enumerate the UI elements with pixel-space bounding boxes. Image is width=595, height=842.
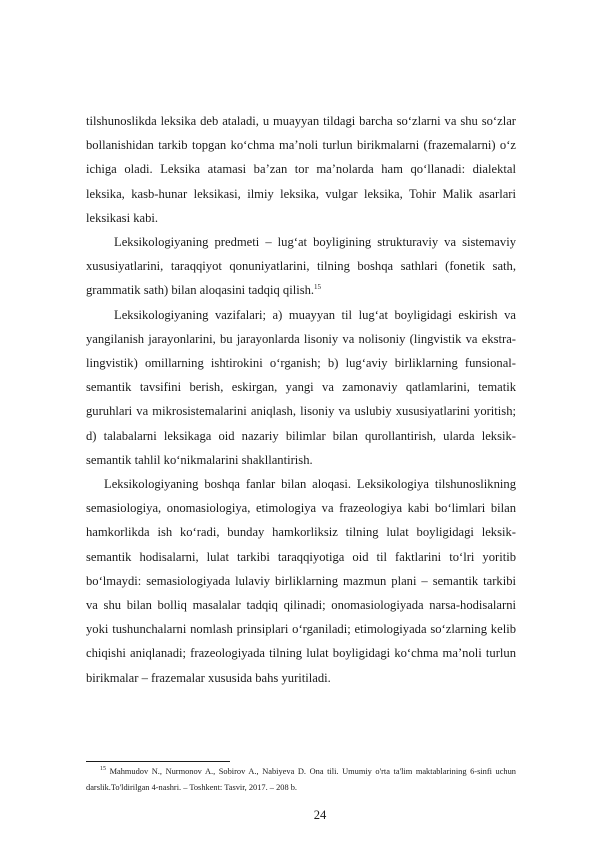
paragraph-tasks — [86, 303, 516, 472]
paragraph-intro — [86, 109, 516, 230]
paragraph-subject — [86, 230, 516, 303]
footnote-number: 15 — [100, 766, 106, 773]
paragraph-relations — [86, 472, 516, 690]
footnote-reference[interactable]: 15 — [314, 283, 322, 292]
page-number: 24 — [313, 808, 327, 822]
paragraph-intro-text: tilshunoslikda leksika deb ataladi, u muayyan tildagi barcha so‘zlarni va shu so‘zlar bo‌llanishidan tarkib topgan ko‘chma ma’noli turl‌un birikmalarni (frazemalarni) o‘z ichiga oladi. Leksika atamasi ba’zan tor ma’nolarda ham qo‘llanadi: dialektal leksika, kasb-hunar leksikasi, ilmiy leksika, vulgar leksika, Tohir Malik asarlari leksikasi kabi. — [86, 114, 516, 225]
page-body — [86, 109, 516, 690]
footnote-text: Mahmudov N., Nurmonov A., Sobirov A., Nabiyeva D. Ona tili. Umumiy o'rta ta'lim maktablarining 6-sinfi uchun darslik.To'ldirilgan 4-nashri. – Toshkent: Tasvir, 2017. – 208 b. — [86, 767, 516, 792]
paragraph-tasks-text: Leksikologiyaning vazifalari; a) muayyan til lug‘at boyligidagi eskirish va yangilanish jarayonlarini, bu jarayonlarda lisoniy va nolisoniy (lingvistik va ekstra-lingvistik) omillarning ishtirokini o‘rganish; b) lug‘aviy birliklarning funsional-semantik tavsifini berish, eskirgan, yangi va zamonaviy qatlamlarini, tematik guruhlari va mikrosistemalarini aniqlash, lisoniy va uslubiy xususiyatlarini yoritish; d) talabalarni leksikaga oid nazariy bilimlar bilan qurollantirish, ularda leksik-semantik tahlil ko‘nikmalarini shakllantirish. — [86, 307, 516, 467]
paragraph-relations-text: Leksikologiyaning boshqa fanlar bilan aloqasi. Leksikologiya tilshunoslikning semasiologiya, onomasiologiya, etimologiya va frazeologiya kabi bo‘limlari bilan hamkorlikda ish ko‘radi, bunday hamkorliksiz tilning lul‌at boyligidagi leksik-semantik hodisalarni, lul‌at tarkibi taraqqiyotiga oid til faktlarini to‘l‌ri yoritib bo‘lmaydi: semasiologiyada lul‌aviy birliklarning mazmun plani – semantik tarkibi va shu bilan bol‌liq masalalar tadqiq qilinadi; onomasiologiyada narsa-hodisalarni yoki tushunchalarni nomlash prinsiplari o‘rganiladi; etimologiyada so‘zlarning kelib chiqishi aniqlanadi; frazeologiyada tilning lul‌at boyligidagi ko‘chma ma’noli turl‌un birikmalar – frazemalar xususida bahs yuritiladi. — [86, 477, 516, 685]
footnote-divider — [86, 761, 230, 762]
paragraph-subject-text: Leksikologiyaning predmeti – lug‘at boyligining strukturaviy va sistemaviy xususiyatlarini, taraqqiyot qonuniyatlarini, tilning boshqa sathlari (fonetik sath, grammatik sath) bilan aloqasini tadqiq qilish. — [86, 235, 516, 298]
footnote — [86, 764, 516, 796]
